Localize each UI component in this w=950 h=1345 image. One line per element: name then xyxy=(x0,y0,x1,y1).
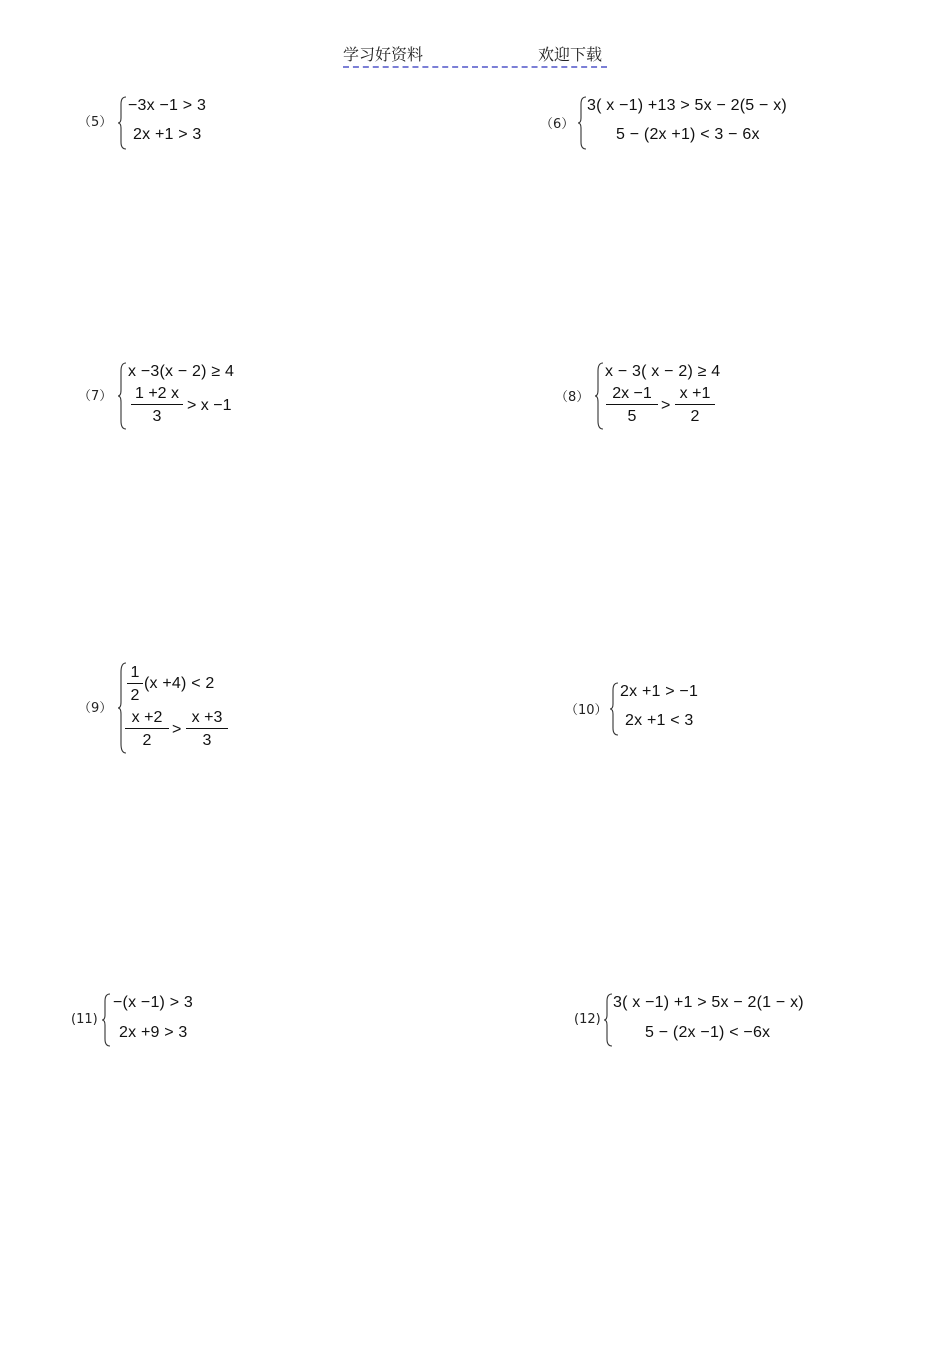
fraction-denominator: 5 xyxy=(627,408,637,425)
inequality-line-1: x −3(x − 2) ≥ 4 xyxy=(128,363,235,380)
fraction-numerator: x +1 xyxy=(675,385,715,405)
inequality-tail: > x −1 xyxy=(187,397,232,414)
fraction-denominator: 2 xyxy=(142,732,152,749)
left-fraction xyxy=(606,385,658,426)
fraction-numerator: 2x −1 xyxy=(606,385,658,405)
inequality-line-1: x − 3( x − 2) ≥ 4 xyxy=(605,363,721,380)
problem-number: （10） xyxy=(565,703,608,718)
inequality-line-2: 2x +1 > 3 xyxy=(133,126,202,143)
brace-icon xyxy=(118,96,128,150)
fraction-denominator: 2 xyxy=(690,408,700,425)
header-left-text: 学习好资料 xyxy=(343,45,424,64)
fraction-numerator: x +3 xyxy=(186,709,228,729)
inequality-line-2: 5 − (2x −1) < −6x xyxy=(645,1024,771,1041)
inequality-operator: > xyxy=(172,721,182,738)
right-fraction xyxy=(186,709,228,750)
brace-icon xyxy=(610,682,620,736)
problem-number: （8） xyxy=(555,390,590,405)
brace-icon xyxy=(102,993,112,1047)
brace-icon xyxy=(595,362,605,430)
inequality-line-1: 3( x −1) +13 > 5x − 2(5 − x) xyxy=(587,97,787,114)
fraction-denominator: 2 xyxy=(130,687,140,704)
fraction-denominator: 3 xyxy=(202,732,212,749)
inequality-line-2: 2x +9 > 3 xyxy=(119,1024,188,1041)
inequality-line-1: (x +4) < 2 xyxy=(144,675,215,692)
problem-number: （7） xyxy=(78,389,113,404)
inequality-line-2: 5 − (2x +1) < 3 − 6x xyxy=(616,126,760,143)
inequality-line-2: 2x +1 < 3 xyxy=(625,712,694,729)
fraction xyxy=(131,385,183,426)
inequality-line-1: −(x −1) > 3 xyxy=(113,994,194,1011)
problem-number: (11) xyxy=(71,1012,98,1027)
left-fraction xyxy=(125,709,169,750)
inequality-line-1: 3( x −1) +1 > 5x − 2(1 − x) xyxy=(613,994,804,1011)
problem-number: （5） xyxy=(78,115,113,130)
half-fraction xyxy=(127,664,143,705)
right-fraction xyxy=(675,385,715,426)
problem-number: （9） xyxy=(78,701,113,716)
inequality-line-1: 2x +1 > −1 xyxy=(620,683,699,700)
fraction-numerator: 1 +2 x xyxy=(131,385,183,405)
brace-icon xyxy=(118,362,128,430)
inequality-line-1: −3x −1 > 3 xyxy=(128,97,207,114)
page-header xyxy=(343,40,607,68)
inequality-operator: > xyxy=(661,397,671,414)
fraction-denominator: 3 xyxy=(152,408,162,425)
fraction-numerator: 1 xyxy=(127,664,143,684)
problem-number: (12) xyxy=(574,1012,601,1027)
header-right-text: 欢迎下载 xyxy=(537,45,602,64)
problem-number: （6） xyxy=(540,117,575,132)
fraction-numerator: x +2 xyxy=(125,709,169,729)
